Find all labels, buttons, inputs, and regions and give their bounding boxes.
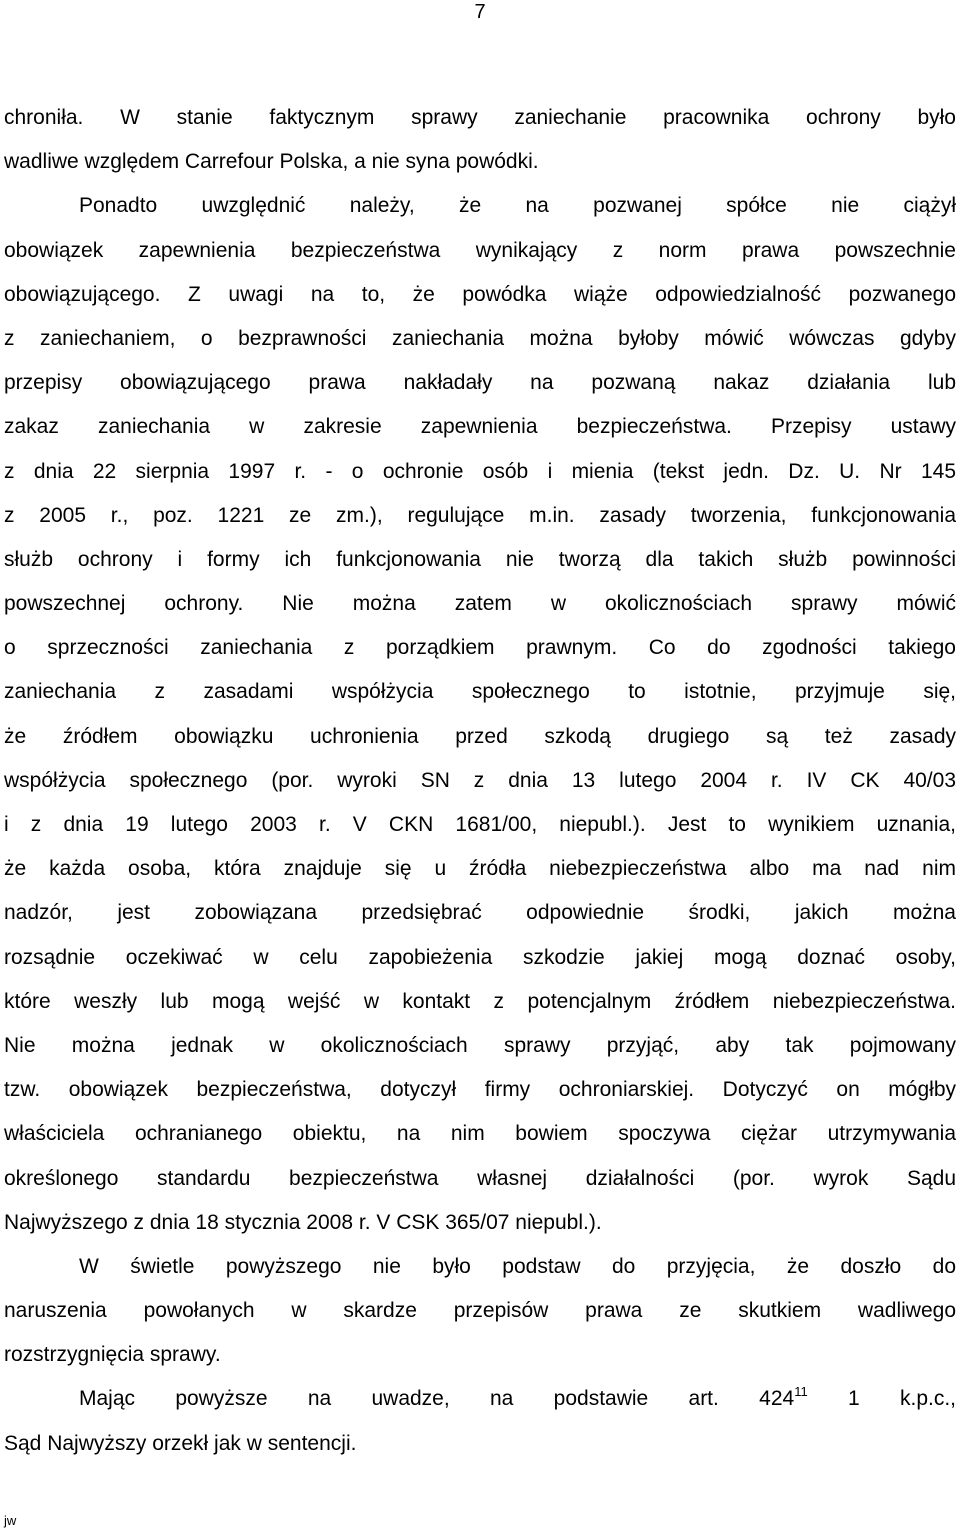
- text-line: z dnia 22 sierpnia 1997 r. - o ochronie osób i mienia (tekst jedn. Dz. U. Nr 145: [4, 459, 956, 483]
- page-number: 7: [474, 1, 486, 23]
- text-line: współżycia społecznego (por. wyroki SN z dnia 13 lutego 2004 r. IV CK 40/03: [4, 768, 956, 792]
- final-paragraph-text: Mając powyższe na uwadze, na podstawie art. 424: [79, 1387, 795, 1411]
- text-line: zaniechania z zasadami współżycia społecznego to istotnie, przyjmuje się,: [4, 680, 956, 704]
- text-line: rozstrzygnięcia sprawy.: [4, 1343, 221, 1367]
- text-line: Sąd Najwyższy orzekł jak w sentencji.: [4, 1431, 357, 1455]
- text-line: o sprzeczności zaniechania z porządkiem prawnym. Co do zgodności takiego: [4, 636, 956, 660]
- footer-initials: jw: [4, 1513, 17, 1528]
- text-line: obowiązującego. Z uwagi na to, że powódka wiąże odpowiedzialność pozwanego: [4, 282, 956, 306]
- text-line: tzw. obowiązek bezpieczeństwa, dotyczył firmy ochroniarskiej. Dotyczyć on mógłby: [4, 1078, 956, 1102]
- text-line: obowiązek zapewnienia bezpieczeństwa wynikający z norm prawa powszechnie: [4, 238, 956, 262]
- document-body: [4, 96, 956, 1466]
- text-line: i z dnia 19 lutego 2003 r. V CKN 1681/00, niepubl.). Jest to wynikiem uznania,: [4, 813, 956, 836]
- text-line: zakaz zaniechania w zakresie zapewnienia bezpieczeństwa. Przepisy ustawy: [4, 415, 956, 439]
- text-line: powszechnej ochrony. Nie można zatem w okolicznościach sprawy mówić: [4, 592, 956, 616]
- text-line: z 2005 r., poz. 1221 ze zm.), regulujące m.in. zasady tworzenia, funkcjonowania: [4, 503, 956, 527]
- text-line: Ponadto uwzględnić należy, że na pozwanej spółce nie ciążył: [79, 194, 956, 218]
- text-line: [4, 1377, 956, 1421]
- text-line: właściciela ochranianego obiektu, na nim bowiem spoczywa ciężar utrzymywania: [4, 1122, 956, 1146]
- final-paragraph-text-continued: 1 k.p.c.,: [807, 1387, 956, 1411]
- text-line: chroniła. W stanie faktycznym sprawy zaniechanie pracownika ochrony było: [4, 106, 956, 129]
- article-superscript: 11: [794, 1384, 808, 1400]
- text-line: określonego standardu bezpieczeństwa własnej działalności (por. wyrok Sądu: [4, 1166, 956, 1190]
- text-line: że źródłem obowiązku uchronienia przed szkodą drugiego są też zasady: [4, 724, 956, 748]
- text-line: W świetle powyższego nie było podstaw do przyjęcia, że doszło do: [79, 1254, 956, 1278]
- text-line: z zaniechaniem, o bezprawności zaniechania można byłoby mówić wówczas gdyby: [4, 326, 956, 350]
- text-line: rozsądnie oczekiwać w celu zapobieżenia szkodzie jakiej mogą doznać osoby,: [4, 945, 956, 969]
- text-line: przepisy obowiązującego prawa nakładały na pozwaną nakaz działania lub: [4, 371, 956, 395]
- text-line: które weszły lub mogą wejść w kontakt z potencjalnym źródłem niebezpieczeństwa.: [4, 989, 956, 1013]
- text-line: służb ochrony i formy ich funkcjonowania nie tworzą dla takich służb powinności: [4, 547, 956, 571]
- text-line: że każda osoba, która znajduje się u źródła niebezpieczeństwa albo ma nad nim: [4, 857, 956, 881]
- text-line: Nie można jednak w okolicznościach sprawy przyjąć, aby tak pojmowany: [4, 1033, 956, 1057]
- text-line: Najwyższego z dnia 18 stycznia 2008 r. V CSK 365/07 niepubl.).: [4, 1210, 602, 1234]
- text-line: naruszenia powołanych w skardze przepisów prawa ze skutkiem wadliwego: [4, 1299, 956, 1323]
- text-line: wadliwe względem Carrefour Polska, a nie syna powódki.: [4, 150, 539, 174]
- text-line: nadzór, jest zobowiązana przedsiębrać odpowiednie środki, jakich można: [4, 901, 956, 925]
